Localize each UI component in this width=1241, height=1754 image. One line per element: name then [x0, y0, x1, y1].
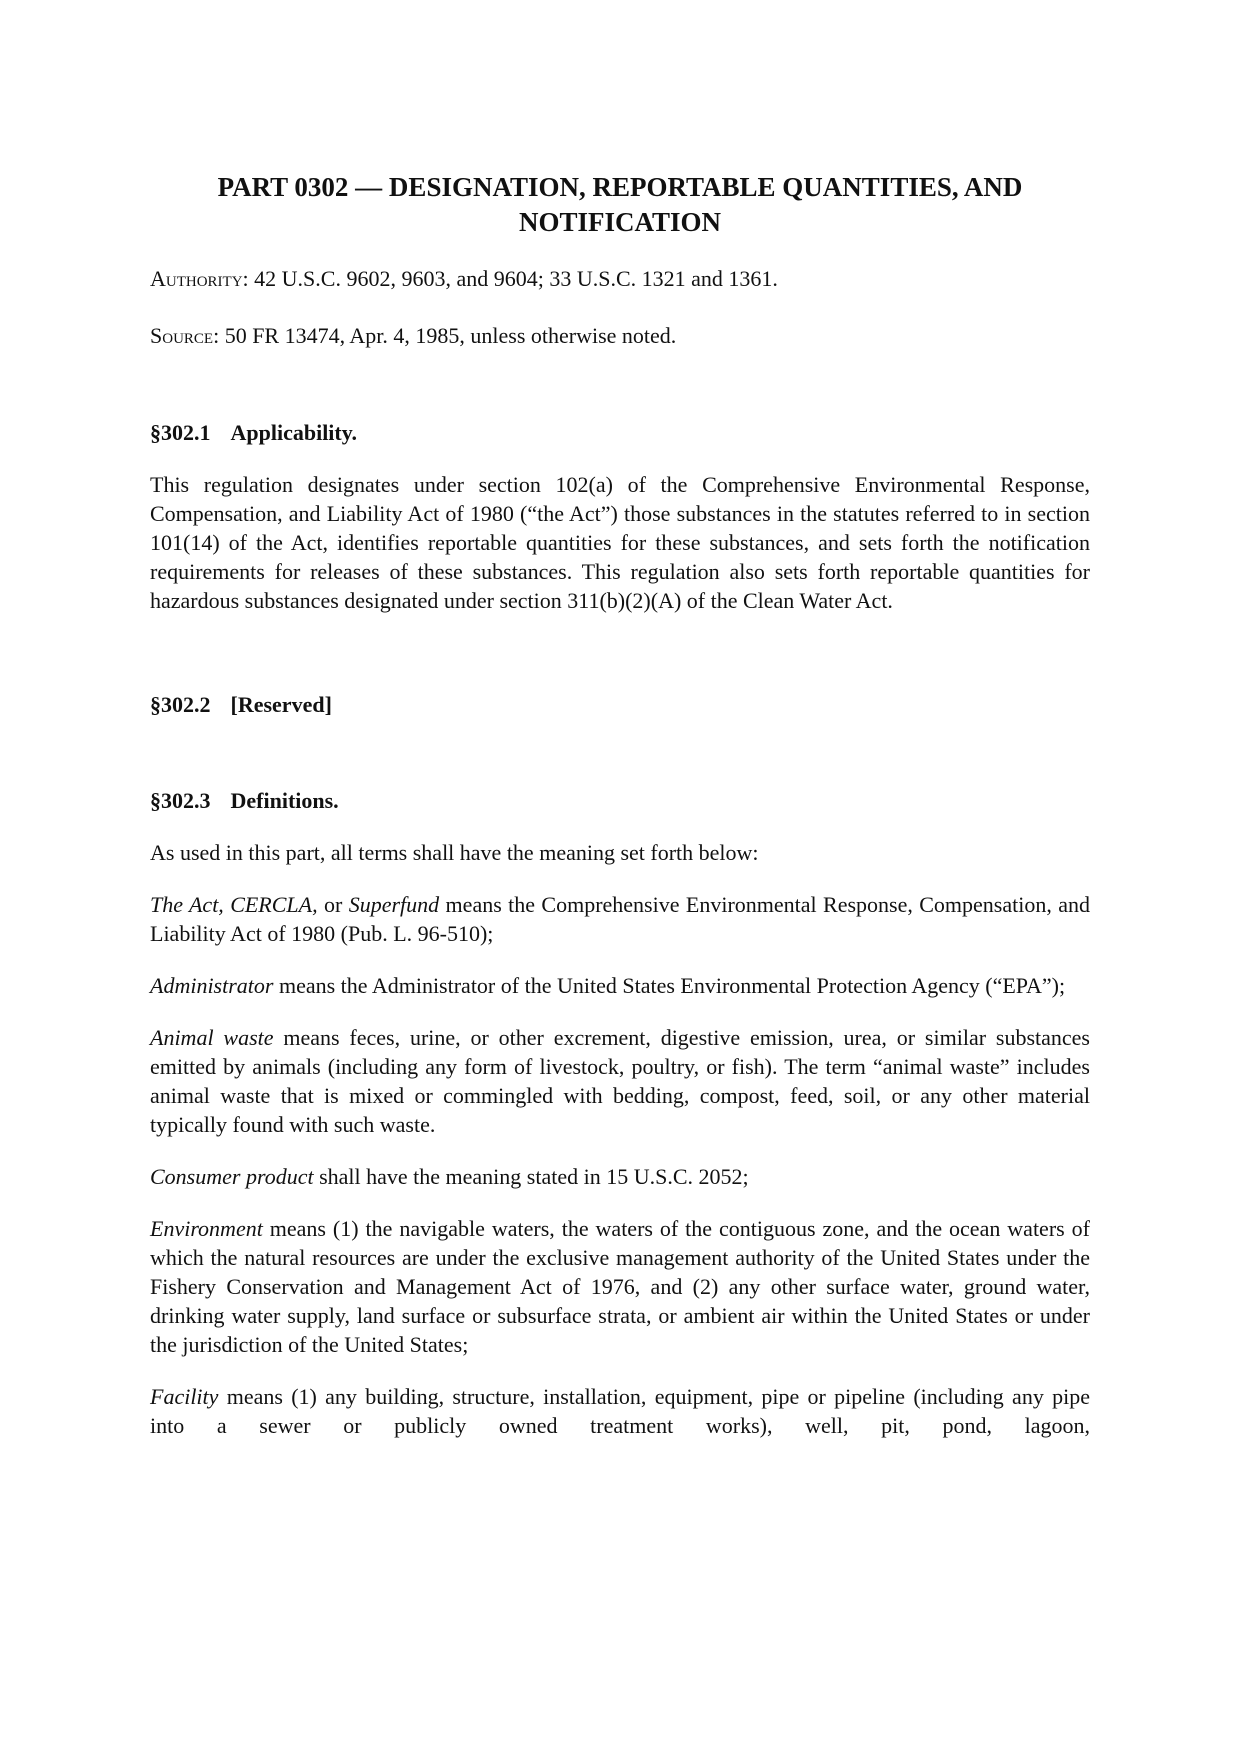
- definition-term: Administrator: [150, 973, 274, 998]
- definition-the-act: [150, 890, 1090, 948]
- definition-text: means (1) the navigable waters, the waters of the contiguous zone, and the ocean waters of which the natural resources are under the exclusive management authority of the United States under the Fishery Conservation and Management Act of 1976, and (2) any other surface water, ground water, drinking water supply, land surface or subsurface strata, or ambient air within the United States or under the jurisdiction of the United States;: [150, 1216, 1090, 1357]
- section-body-302-1: This regulation designates under section 102(a) of the Comprehensive Environmental Response, Compensation, and Liability Act of 1980 (“the Act”) those substances in the statutes referred to in section 101(14) of the Act, identifies reportable quantities for these substances, and sets forth the notification requirements for releases of these substances. This regulation also sets forth reportable quantities for hazardous substances designated under section 311(b)(2)(A) of the Clean Water Act.: [150, 472, 1090, 613]
- definitions-intro: As used in this part, all terms shall have the meaning set forth below:: [150, 840, 759, 865]
- source-text: : 50 FR 13474, Apr. 4, 1985, unless otherwise noted.: [213, 323, 677, 348]
- section-heading-302-1: [150, 418, 1090, 447]
- definition-environment: [150, 1214, 1090, 1359]
- definition-term: The Act, CERCLA,: [150, 892, 318, 917]
- document-page: [150, 170, 1090, 1440]
- section-number: §302.3: [150, 788, 211, 813]
- section-heading-302-3: [150, 786, 1090, 815]
- definition-term: Consumer product: [150, 1164, 314, 1189]
- source-line: [150, 321, 1090, 350]
- definition-term: Animal waste: [150, 1025, 274, 1050]
- section-title: Applicability.: [230, 420, 358, 445]
- definition-text: means the Administrator of the United States Environmental Protection Agency (“EPA”);: [273, 973, 1066, 998]
- definition-text: means the Comprehensive Environmental Response, Compensation, and Liability Act of 1980 (Pub. L. 96-510);: [150, 892, 1090, 946]
- definition-text: means feces, urine, or other excrement, digestive emission, urea, or similar substances emitted by animals (including any form of livestock, poultry, or fish). The term “animal waste” includes animal waste that is mixed or commingled with bedding, compost, feed, soil, or any other material typically found with such waste.: [150, 1025, 1090, 1137]
- definition-administrator: [150, 971, 1090, 1000]
- definition-text: shall have the meaning stated in 15 U.S.C. 2052;: [313, 1164, 749, 1189]
- definition-connector: or: [317, 892, 349, 917]
- section-number: §302.2: [150, 692, 211, 717]
- section-title: Definitions.: [230, 788, 339, 813]
- source-label: Source: [150, 323, 214, 348]
- definition-animal-waste: [150, 1023, 1090, 1139]
- section-heading-302-2: [150, 690, 1090, 719]
- authority-line: [150, 264, 1090, 293]
- definition-term: Facility: [150, 1384, 219, 1409]
- page-title: PART 0302 — DESIGNATION, REPORTABLE QUANTITIES, AND NOTIFICATION: [217, 172, 1023, 237]
- section-title: [Reserved]: [230, 692, 332, 717]
- definition-consumer-product: [150, 1162, 1090, 1191]
- definition-text: means (1) any building, structure, installation, equipment, pipe or pipeline (including any pipe into a sewer or publicly owned treatment works), well, pit, pond, lagoon,: [150, 1384, 1090, 1438]
- authority-label: Authority: [150, 266, 243, 291]
- authority-text: : 42 U.S.C. 9602, 9603, and 9604; 33 U.S.C. 1321 and 1361.: [242, 266, 778, 291]
- section-number: §302.1: [150, 420, 211, 445]
- definition-facility: [150, 1382, 1090, 1440]
- definition-term: Superfund: [348, 892, 440, 917]
- definition-term: Environment: [150, 1216, 263, 1241]
